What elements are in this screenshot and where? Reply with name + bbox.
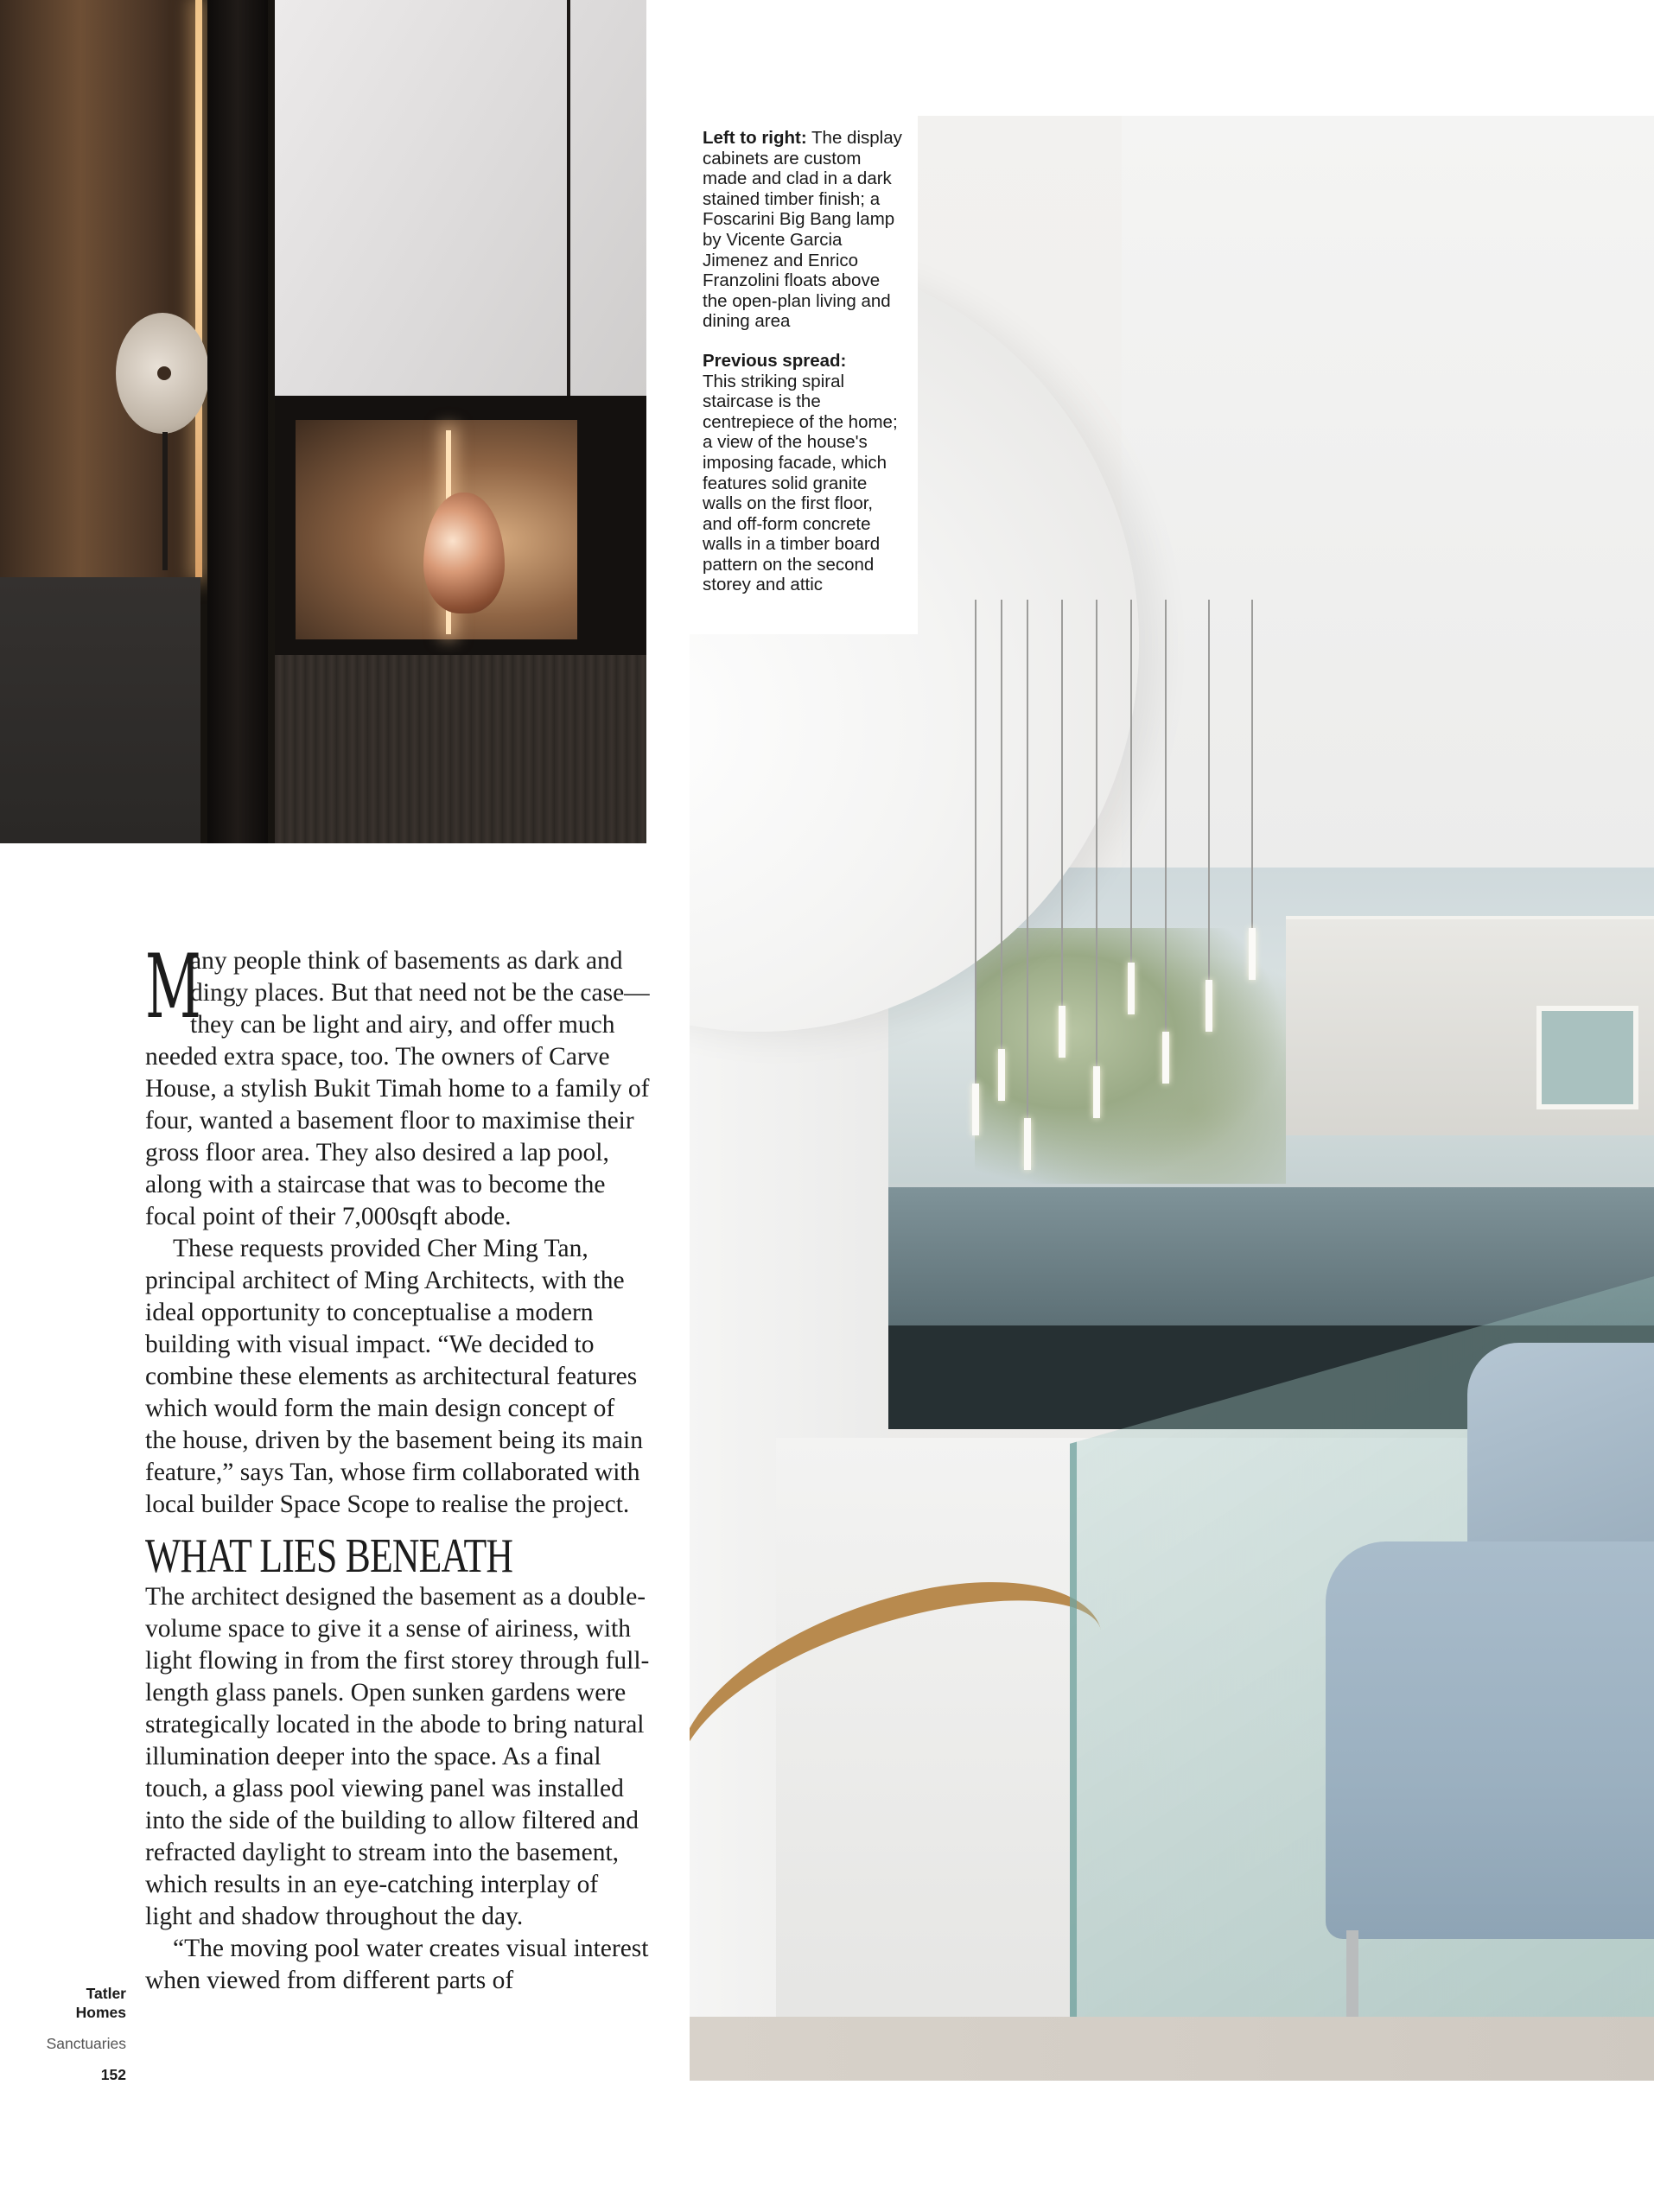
magazine-name-line2: Homes — [75, 2004, 126, 2021]
body-paragraph: The architect designed the basement as a double-volume space to give it a sense of airiness, with light flowing in from the first storey through full-length glass panels. Open sunken gardens were strategically located in the abode to bring natural illumination deeper into the space. As a final touch, a glass pool viewing panel was installed into the side of the building to allow filtered and refracted daylight to stream into the basement, which results in an eye-catching interplay of light and shadow throughout the day. — [145, 1583, 650, 1930]
dark-timber-panel — [275, 655, 646, 843]
blue-sofa — [1326, 1541, 1654, 1939]
page-folio — [19, 1984, 126, 2084]
section-name: Sanctuaries — [46, 2035, 126, 2052]
neighbour-house-window — [1536, 1006, 1638, 1109]
magazine-name — [19, 1984, 126, 2022]
cabinet-upper-door — [275, 0, 646, 396]
body-paragraph — [145, 936, 650, 1233]
display-cabinet-photo — [0, 0, 646, 843]
body-paragraph-text: any people think of basements as dark and dingy places. But that need not be the case—they can be light and airy, and offer much needed extra space, too. The owners of Carve House, a stylish Bukit Timah home to a family of four, wanted a basement floor to maximise their gross floor area. They also desired a lap pool, along with a staircase that was to become the focal point of their 7,000sqft abode. — [145, 947, 650, 1230]
caption-lead: Previous spread: — [703, 350, 847, 371]
section-subheading: WHAT LIES BENEATH — [145, 1529, 513, 1583]
marble-floor — [690, 2017, 1654, 2081]
timber-shelf — [0, 0, 200, 577]
caption-left-to-right — [703, 128, 906, 332]
pendant-lamp-cluster — [966, 600, 1277, 1153]
disc-center-hole — [157, 366, 171, 380]
article-body — [145, 936, 650, 1997]
caption-text: The display cabinets are custom made and clad in a dark stained timber finish; a Foscarini Big Bang lamp by Vicente Garcia Jimenez and Enrico Franzolini floats above the open-plan living and dining area — [703, 128, 902, 332]
body-paragraph: These requests provided Cher Ming Tan, principal architect of Ming Architects, with the ideal opportunity to conceptualise a modern building with visual impact. “We decided to combine these elements as architectural features which would form the main design concept of the house, driven by the basement being its main feature,” says Tan, whose firm collaborated with local builder Space Scope to realise the project. — [145, 1235, 643, 1518]
body-paragraph: “The moving pool water creates visual interest when viewed from different parts of — [145, 1935, 649, 1994]
cabinet-lower-panel — [0, 577, 200, 843]
sculpture-stand — [162, 432, 168, 570]
photo-caption — [690, 116, 918, 634]
caption-lead: Left to right: — [703, 128, 807, 148]
page-number: 152 — [100, 2066, 126, 2083]
magazine-name-line1: Tatler — [86, 1985, 126, 2002]
led-light-strip — [195, 0, 202, 577]
caption-text: This striking spiral staircase is the centrepiece of the home; a view of the house's imposing facade, which features solid granite walls on the first floor, and off-form concrete walls in a timber board pattern on the second storey and attic — [703, 371, 898, 595]
lap-pool — [888, 1187, 1654, 1325]
cabinet-frame-post — [207, 0, 268, 843]
caption-previous-spread — [703, 351, 906, 595]
drop-cap: M — [145, 936, 201, 1039]
cabinet-door-seam — [567, 0, 570, 396]
